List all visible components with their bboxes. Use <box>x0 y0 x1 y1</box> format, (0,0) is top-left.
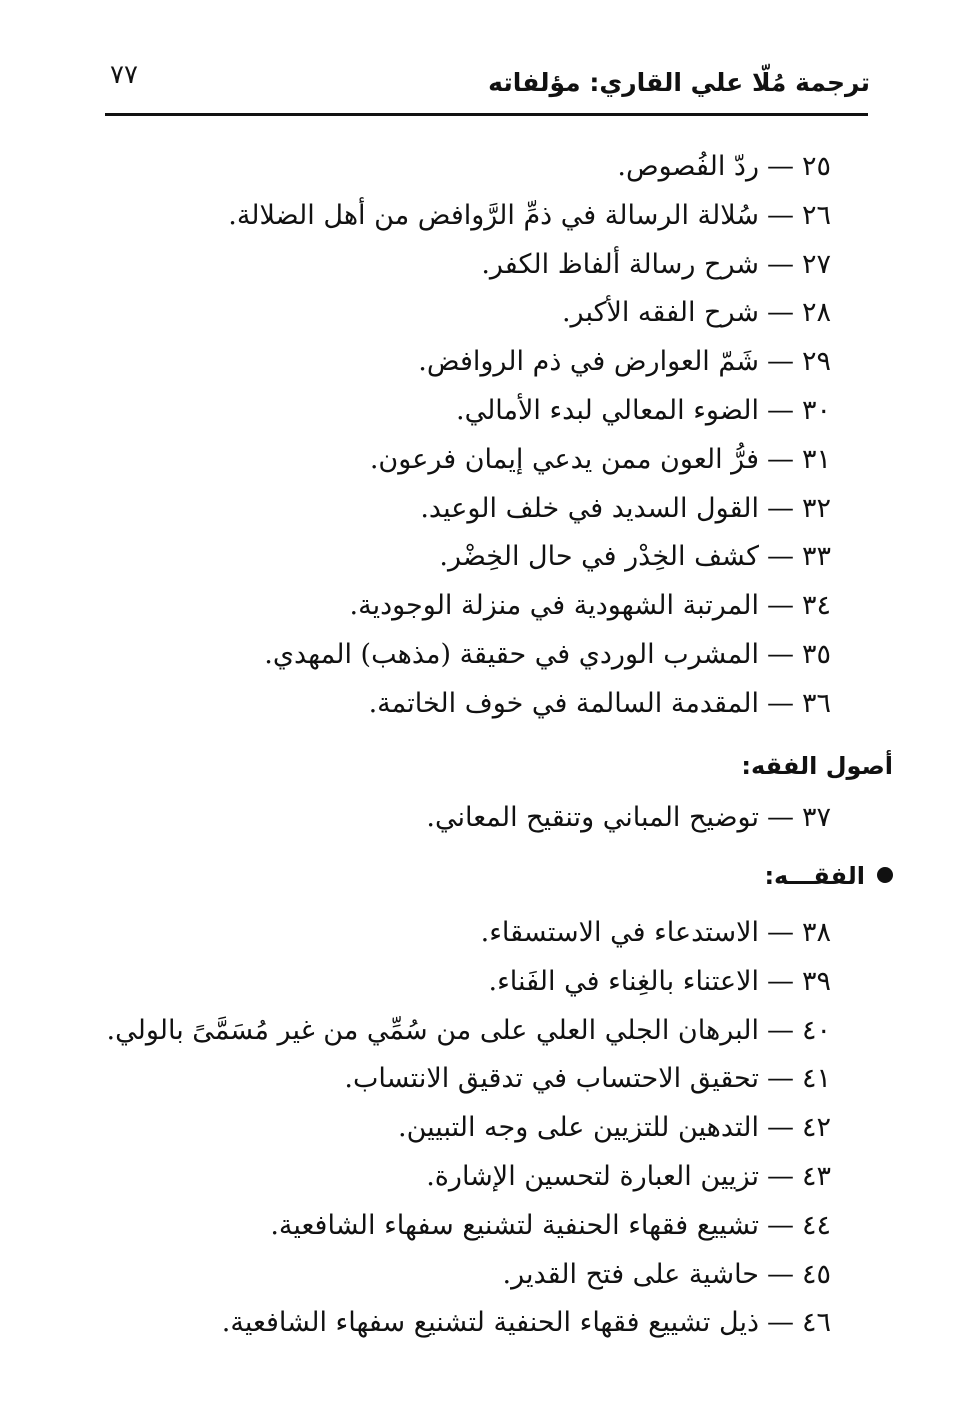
list-item <box>111 241 831 290</box>
item-title: الاعتناء بالغِناء في الفَناء. <box>488 965 759 997</box>
list-item <box>71 1153 831 1202</box>
item-title: الاستدعاء في الاستسقاء. <box>480 917 759 948</box>
item-separator: — <box>766 297 794 329</box>
item-separator: — <box>766 1307 794 1339</box>
item-title: المرتبة الشهودية في منزلة الوجودية. <box>349 590 759 622</box>
item-separator: — <box>766 492 794 524</box>
item-title: البرهان الجلي العلي على من سُمِّي من غير مُسَمَّىً بالولي. <box>106 1014 759 1046</box>
item-title: ردّ الفُصوص. <box>617 151 759 182</box>
item-separator: — <box>766 199 794 231</box>
item-number: ٣٧ <box>801 802 831 833</box>
item-title: تحقيق الاحتساب في تدقيق الانتساب. <box>344 1063 759 1095</box>
item-number: ٣٤ <box>801 590 831 622</box>
item-separator: — <box>766 590 794 622</box>
item-number: ٤٥ <box>801 1258 831 1290</box>
item-number: ٢٨ <box>801 297 831 329</box>
section-heading-fiqh-label: الفقـــه: <box>764 862 865 890</box>
list-item <box>111 794 831 843</box>
list-item <box>111 387 831 436</box>
list-item <box>71 1202 831 1251</box>
item-separator: — <box>766 151 794 182</box>
item-number: ٣٣ <box>801 541 831 573</box>
header-divider <box>105 113 868 116</box>
list-item <box>111 338 831 387</box>
item-title: المشرب الوردي في حقيقة (مذهب) المهدي. <box>264 638 759 670</box>
list-item <box>111 533 831 582</box>
item-separator: — <box>766 965 794 997</box>
item-number: ٢٧ <box>801 248 831 280</box>
item-title: تشييع فقهاء الحنفية لتشنيع سفهاء الشافعية. <box>270 1209 759 1241</box>
item-separator: — <box>766 1112 794 1144</box>
item-title: شرح الفقه الأكبر. <box>561 297 759 329</box>
item-title: شَمّ العوارض في ذم الروافض. <box>418 346 759 378</box>
list-item <box>111 289 831 338</box>
item-number: ٢٦ <box>801 199 831 231</box>
list-item <box>71 1007 831 1056</box>
item-title: التدهين للتزيين على وجه التبيين. <box>398 1112 759 1144</box>
list-item <box>111 485 831 534</box>
item-title: حاشية على فتح القدير. <box>502 1258 759 1290</box>
item-title: الضوء المعالي لبدء الأمالي. <box>455 394 759 426</box>
section-heading-usul-label: أصول الفقه: <box>741 752 893 780</box>
item-number: ٣٨ <box>801 917 831 948</box>
works-list-usul <box>111 794 831 843</box>
item-separator: — <box>766 917 794 948</box>
item-title: ذيل تشييع فقهاء الحنفية لتشنيع سفهاء الشافعية. <box>221 1307 759 1339</box>
item-title: كشف الخِدْر في حال الخِضْر. <box>439 541 759 573</box>
item-separator: — <box>766 1063 794 1095</box>
item-separator: — <box>766 687 794 719</box>
item-number: ٤٤ <box>801 1209 831 1241</box>
list-item <box>71 1104 831 1153</box>
item-title: توضيح المباني وتنقيح المعاني. <box>426 802 759 833</box>
item-separator: — <box>766 346 794 378</box>
item-title: سُلالة الرسالة في ذمِّ الرَّوافض من أهل الضلالة. <box>228 199 759 231</box>
item-number: ٣٩ <box>801 965 831 997</box>
item-separator: — <box>766 638 794 670</box>
item-number: ٣٢ <box>801 492 831 524</box>
list-item <box>71 958 831 1007</box>
item-number: ٤٢ <box>801 1112 831 1144</box>
item-title: فرُّ العون ممن يدعي إيمان فرعون. <box>369 443 759 475</box>
list-item <box>71 1251 831 1300</box>
item-separator: — <box>766 802 794 833</box>
list-item <box>111 143 831 192</box>
item-title: المقدمة السالمة في خوف الخاتمة. <box>368 687 759 719</box>
item-number: ٤٦ <box>801 1307 831 1339</box>
item-number: ٢٥ <box>801 151 831 182</box>
list-item <box>111 192 831 241</box>
list-item <box>71 1299 831 1348</box>
page-title: ترجمة مُلّا علي القاري: مؤلفاته <box>488 68 870 97</box>
section-heading-usul <box>741 752 893 780</box>
page-number: ٧٧ <box>110 60 138 90</box>
item-number: ٢٩ <box>801 346 831 378</box>
item-separator: — <box>766 541 794 573</box>
list-item <box>111 680 831 729</box>
item-number: ٤١ <box>801 1063 831 1095</box>
running-header <box>110 58 870 114</box>
item-number: ٤٠ <box>801 1014 831 1046</box>
item-separator: — <box>766 443 794 475</box>
item-separator: — <box>766 1209 794 1241</box>
item-number: ٤٣ <box>801 1160 831 1192</box>
list-item <box>111 582 831 631</box>
item-title: شرح رسالة ألفاظ الكفر. <box>481 248 759 280</box>
list-item <box>111 436 831 485</box>
bullet-icon <box>877 867 893 883</box>
item-number: ٣٠ <box>801 394 831 426</box>
list-item <box>71 1055 831 1104</box>
item-number: ٣٥ <box>801 638 831 670</box>
item-separator: — <box>766 1014 794 1046</box>
section-heading-fiqh <box>764 862 893 890</box>
works-list-aqida <box>111 143 831 729</box>
item-number: ٣١ <box>801 443 831 475</box>
item-separator: — <box>766 248 794 280</box>
works-list-fiqh <box>71 909 831 1348</box>
item-separator: — <box>766 1160 794 1192</box>
list-item <box>111 631 831 680</box>
item-separator: — <box>766 1258 794 1290</box>
item-title: تزيين العبارة لتحسين الإشارة. <box>426 1160 759 1192</box>
item-separator: — <box>766 394 794 426</box>
item-title: القول السديد في خلف الوعيد. <box>420 492 759 524</box>
item-number: ٣٦ <box>801 687 831 719</box>
list-item <box>71 909 831 958</box>
